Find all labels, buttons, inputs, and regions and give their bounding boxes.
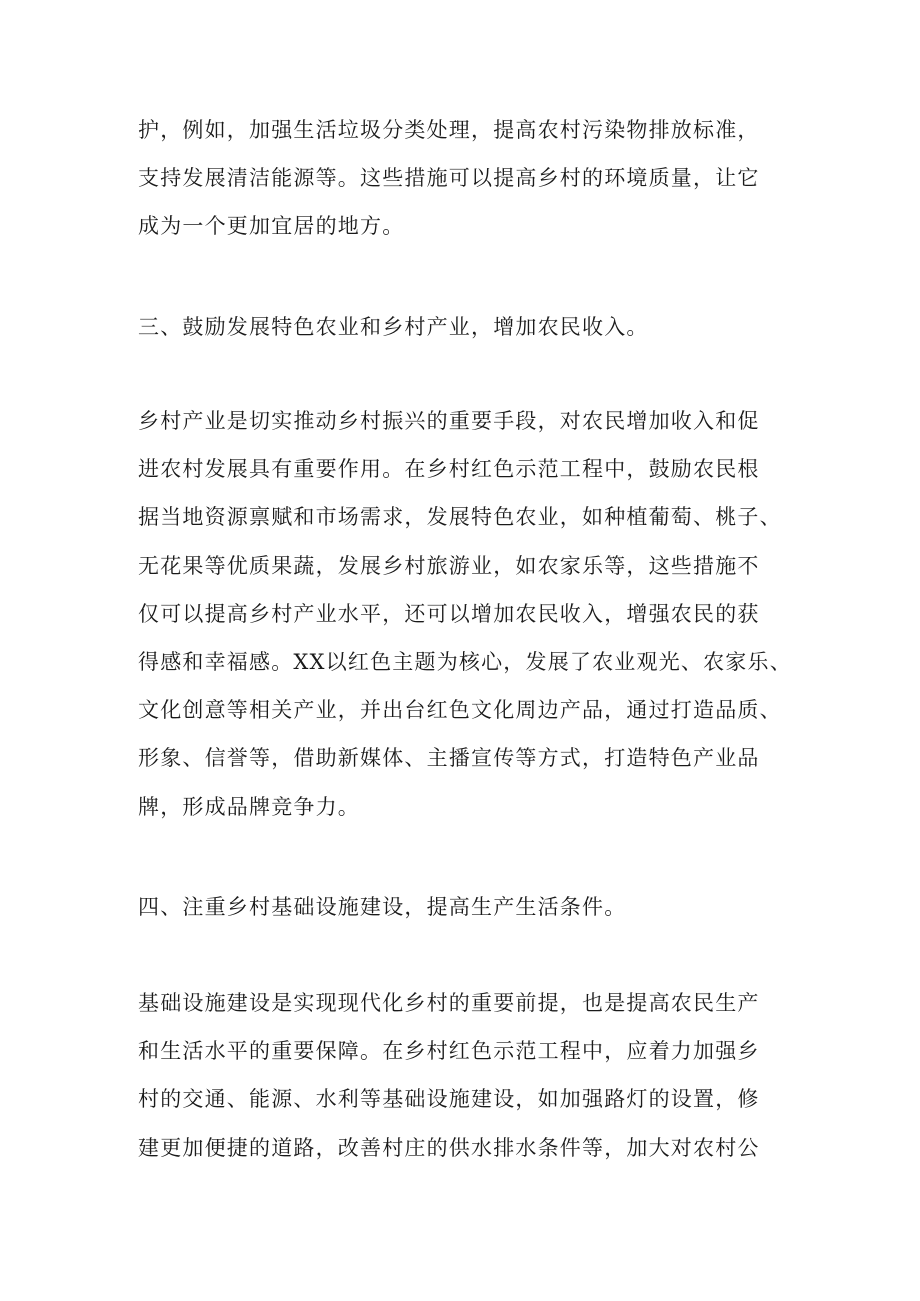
paragraph-line: 村的交通、能源、水利等基础设施建设，如加强路灯的设置，修 — [138, 1087, 760, 1112]
paragraph-line: 进农村发展具有重要作用。在乡村红色示范工程中，鼓励农民根 — [138, 457, 760, 482]
paragraph-line: 建更加便捷的道路，改善村庄的供水排水条件等，加大对农村公 — [138, 1135, 760, 1160]
paragraph-line: 护，例如，加强生活垃圾分类处理，提高农村污染物排放标准， — [138, 118, 760, 142]
paragraph-line: 无花果等优质果蔬，发展乡村旅游业，如农家乐等，这些措施不 — [138, 553, 760, 578]
paragraph-line: 成为一个更加宜居的地方。 — [138, 214, 405, 239]
heading-text: 三、鼓励发展特色农业和乡村产业，增加农民收入。 — [138, 315, 649, 339]
paragraph-line: 和生活水平的重要保障。在乡村红色示范工程中，应着力加强乡 — [138, 1039, 760, 1064]
paragraph-line: 文化创意等相关产业，并出台红色文化周边产品，通过打造品质、 — [138, 698, 782, 723]
section-heading-3 — [138, 303, 798, 351]
paragraph-line: 牌，形成品牌竞争力。 — [138, 794, 360, 819]
paragraph-line: 仅可以提高乡村产业水平，还可以增加农民收入，增强农民的获 — [138, 601, 760, 626]
paragraph-line: 得感和幸福感。XX以红色主题为核心，发展了农业观光、农家乐、 — [138, 649, 792, 674]
section-heading-4 — [138, 883, 798, 931]
heading-text: 四、注重乡村基础设施建设，提高生产生活条件。 — [138, 895, 627, 919]
paragraph-line: 支持发展清洁能源等。这些措施可以提高乡村的环境质量，让它 — [138, 166, 760, 191]
paragraph-line: 乡村产业是切实推动乡村振兴的重要手段，对农民增加收入和促 — [138, 409, 760, 433]
paragraph-line: 基础设施建设是实现现代化乡村的重要前提，也是提高农民生产 — [138, 991, 760, 1015]
paragraph-line: 据当地资源禀赋和市场需求，发展特色农业，如种植葡萄、桃子、 — [138, 505, 782, 530]
paragraph-line: 形象、信誉等，借助新媒体、主播宣传等方式，打造特色产业品 — [138, 746, 760, 771]
paragraph-infrastructure — [138, 979, 798, 1172]
paragraph-industry — [138, 397, 798, 831]
paragraph-environment — [138, 106, 798, 251]
